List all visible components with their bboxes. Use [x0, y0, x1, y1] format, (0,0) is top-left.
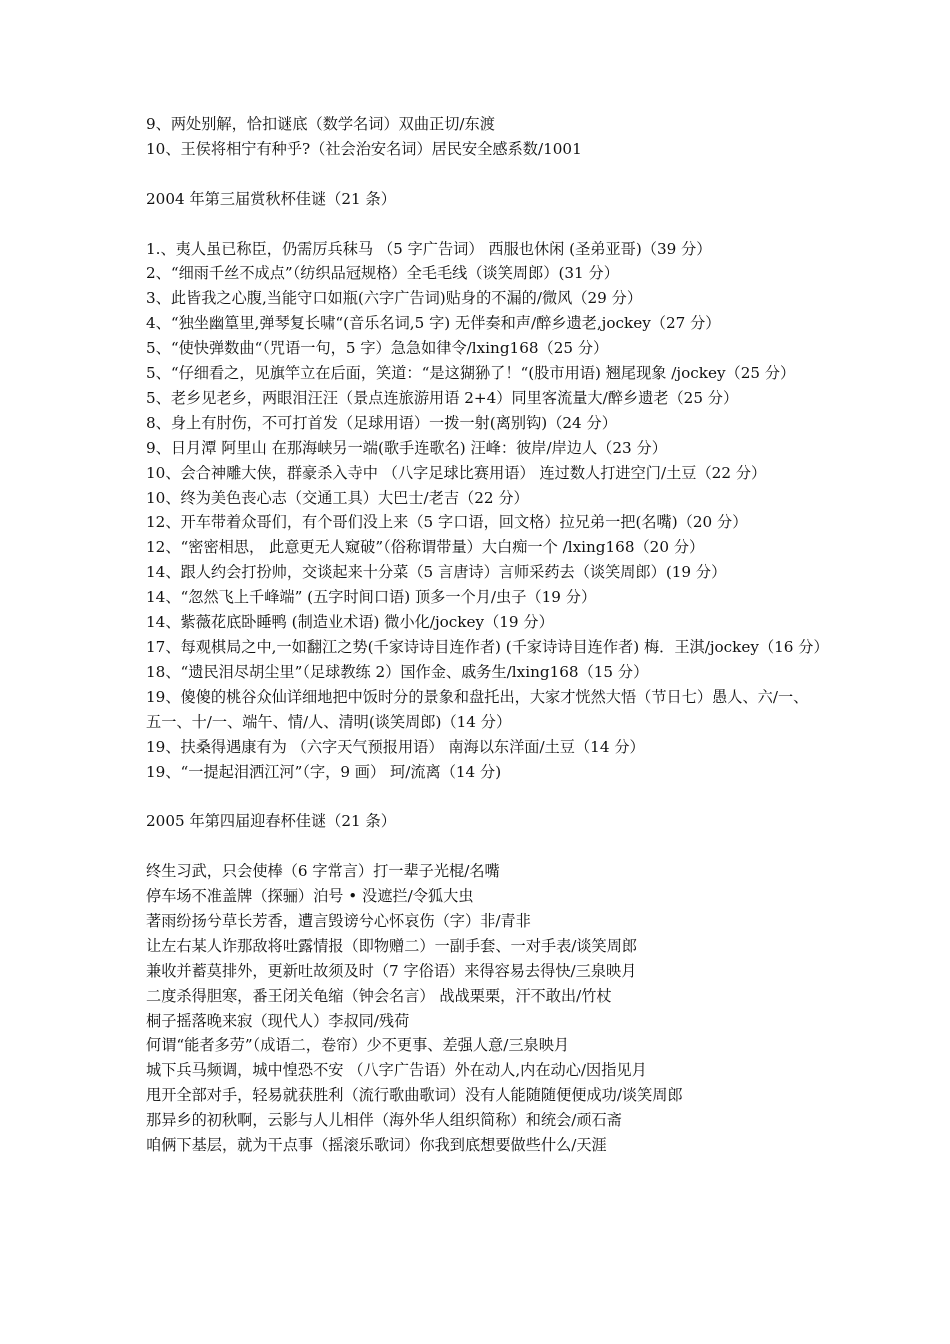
riddle-item: 1.、夷人虽已称臣，仍需厉兵秣马 （5 字广告词） 西服也休闲 (圣弟亚哥)（39 分） [146, 239, 712, 258]
riddle-item: 12、开车带着众哥们，有个哥们没上来（5 字口语，回文格）拉兄弟一把(名嘴)（20 分） [146, 513, 748, 532]
riddle-item: 停车场不准盖牌（探骊）泊号 • 没遮拦/令狐大虫 [146, 887, 474, 906]
riddle-item: 5、“仔细看之，见旗竿立在后面，笑道：“是这猢狲了！“(股市用语) 翘尾现象 /jockey（25 分） [146, 364, 796, 383]
riddle-item: 3、此皆我之心腹,当能守口如瓶(六字广告词)贴身的不漏的/微风（29 分） [146, 289, 643, 308]
riddle-item: 城下兵马频调，城中惶恐不安 （八字广告语）外在动人,内在动心/因指见月 [146, 1061, 647, 1080]
riddle-item: 8、身上有肘伤，不可打首发（足球用语）一拨一射(离别钩)（24 分） [146, 413, 617, 432]
riddle-item: 终生习武，只会使棒（6 字常言）打一辈子光棍/名嘴 [146, 862, 500, 881]
document-page [146, 112, 829, 1158]
riddle-item: 4、“独坐幽篁里,弹琴复长啸“(音乐名词,5 字) 无伴奏和声/醉乡遗老,jockey（27 分） [146, 314, 721, 333]
riddle-item: 2、“细雨千丝不成点”（纺织品冠规格）全毛毛线（谈笑周郎）(31 分） [146, 264, 619, 283]
riddle-item: 10、会合神雕大侠，群豪杀入寺中 （八字足球比赛用语） 连过数人打进空门/土豆（22 分） [146, 463, 767, 482]
riddle-item: 14、紫薇花底卧睡鸭 (制造业术语) 微小化/jockey（19 分） [146, 613, 554, 632]
riddle-item: 9、日月潭 阿里山 在那海峡另一端(歌手连歌名) 汪峰：彼岸/岸边人（23 分） [146, 438, 667, 457]
section-title-2005: 2005 年第四届迎春杯佳谜（21 条） [146, 812, 396, 831]
riddle-item: 咱俩下基层，就为干点事（摇滚乐歌词）你我到底想要做些什么/天涯 [146, 1136, 607, 1155]
riddle-item: 那异乡的初秋啊，云影与人儿相伴（海外华人组织简称）和统会/顽石斋 [146, 1111, 622, 1130]
intro-line: 9、两处别解，恰扣谜底（数学名词）双曲正切/东渡 [146, 115, 495, 133]
riddle-item: 17、每观棋局之中,一如翻江之势(千家诗诗目连作者) (千家诗诗目连作者) 梅．王淇/jockey（16 分） [146, 638, 829, 656]
riddle-item: 18、“遗民泪尽胡尘里”（足球教练 2）国作金、戚务生/lxing168（15 分） [146, 662, 649, 681]
section-title-2004: 2004 年第三届赏秋杯佳谜（21 条） [146, 189, 396, 208]
riddle-item: 何谓“能者多劳”（成语二，卷帘）少不更事、差强人意/三泉映月 [146, 1036, 570, 1055]
riddle-item: 10、终为美色丧心志（交通工具）大巴士/老吉（22 分） [146, 488, 529, 507]
riddle-item: 14、跟人约会打扮帅，交谈起来十分菜（5 言唐诗）言师采药去（谈笑周郎）(19 分） [146, 563, 727, 582]
riddle-item: 5、老乡见老乡，两眼泪汪汪（景点连旅游用语 2+4）同里客流量大/醉乡遗老（25 分） [146, 388, 739, 407]
spacer [146, 212, 822, 237]
spacer [146, 162, 822, 187]
riddle-item: 12、“密密相思， 此意更无人窥破”（俗称谓带量）大白痴一个 /lxing168（20 分） [146, 538, 705, 557]
riddle-item: 二度杀得胆寒，番王闭关龟缩（钟会名言） 战战栗栗，汗不敢出/竹杖 [146, 986, 612, 1005]
spacer [146, 834, 822, 859]
riddle-item: 5、“使快弹数曲“（咒语一句，5 字）急急如律令/lxing168（25 分） [146, 339, 609, 358]
riddle-item: 19、傻傻的桃谷众仙详细地把中饭时分的景象和盘托出，大家才恍然大悟（节日七）愚人、六/一、五一、十/一、端午、情/人、清明(谈笑周郎)（14 分） [146, 687, 809, 731]
riddle-item: 甩开全部对手，轻易就获胜利（流行歌曲歌词）没有人能随随便便成功/谈笑周郎 [146, 1086, 683, 1105]
riddle-item: 让左右某人诈那敌将吐露情报（即物赠二）一副手套、一对手表/谈笑周郎 [146, 936, 638, 955]
riddle-item: 兼收并蓄莫排外，更新吐故须及时（7 字俗语）来得容易去得快/三泉映月 [146, 961, 637, 980]
riddle-item: 19、“一提起泪洒江河”（字，9 画） 珂/流离（14 分) [146, 762, 502, 781]
riddle-item: 桐子摇落晚来寂（现代人）李叔同/残荷 [146, 1011, 410, 1030]
riddle-item: 14、“忽然飞上千峰端” (五字时间口语) 顶多一个月/虫子（19 分） [146, 588, 597, 607]
riddle-item: 著雨纷扬兮草长芳香，遭言毁谤兮心怀哀伤（字）非/青非 [146, 911, 531, 930]
riddle-item: 19、扶桑得遇康有为 （六字天气预报用语） 南海以东洋面/土豆（14 分） [146, 737, 645, 756]
intro-line: 10、王侯将相宁有种乎?（社会治安名词）居民安全感系数/1001 [146, 139, 582, 158]
spacer [146, 784, 822, 809]
